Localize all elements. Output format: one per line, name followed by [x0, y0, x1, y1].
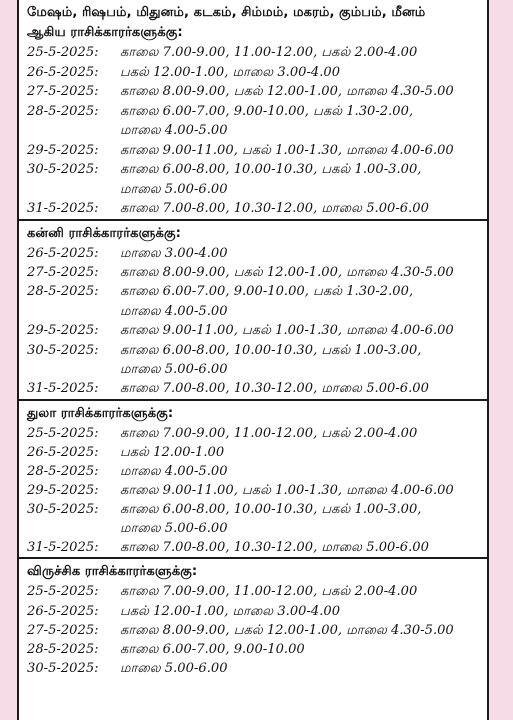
row-times: காலை 9.00-11.00, பகல் 1.00-1.30, மாலை 4.00-6.00 — [120, 142, 454, 158]
schedule-row — [19, 321, 487, 340]
section-title: ஆகிய ராசிக்காரர்களுக்கு: — [27, 25, 183, 40]
row-times: காலை 6.00-8.00, 10.00-10.30, பகல் 1.00-3.00, — [120, 162, 422, 177]
schedule-row — [19, 659, 487, 678]
row-times: காலை 6.00-7.00, 9.00-10.00, பகல் 1.30-2.00, — [120, 284, 414, 300]
sections-container — [19, 0, 487, 678]
row-date: 29-5-2025: — [27, 142, 99, 158]
row-date: 26-5-2025: — [27, 603, 99, 619]
schedule-row — [19, 621, 487, 640]
row-date: 26-5-2025: — [27, 64, 99, 80]
schedule-row — [19, 379, 487, 398]
row-times: மாலை 5.00-6.00 — [120, 361, 228, 377]
schedule-row — [19, 341, 487, 380]
section-title: விருச்சிக ராசிக்காரர்களுக்கு: — [27, 564, 198, 580]
schedule-row — [19, 102, 487, 141]
row-date: 26-5-2025: — [27, 444, 99, 460]
row-times: காலை 8.00-9.00, பகல் 12.00-1.00, மாலை 4.30-5.00 — [120, 264, 454, 280]
row-times: காலை 7.00-8.00, 10.30-12.00, மாலை 5.00-6.00 — [120, 201, 429, 216]
row-date: 26-5-2025: — [27, 245, 99, 261]
row-times: காலை 7.00-8.00, 10.30-12.00, மாலை 5.00-6.00 — [120, 540, 429, 556]
row-date: 30-5-2025: — [27, 660, 99, 676]
row-times: பகல் 12.00-1.00, மாலை 3.00-4.00 — [120, 64, 341, 80]
row-times: பகல் 12.00-1.00, மாலை 3.00-4.00 — [120, 603, 341, 619]
schedule-row — [19, 263, 487, 282]
row-times: காலை 6.00-7.00, 9.00-10.00, பகல் 1.30-2.00, — [120, 103, 414, 119]
schedule-row — [19, 424, 487, 443]
schedule-panel — [17, 0, 489, 720]
schedule-row — [19, 199, 487, 219]
row-date: 30-5-2025: — [27, 342, 99, 358]
row-date: 25-5-2025: — [27, 584, 99, 600]
schedule-row — [19, 481, 487, 500]
row-times: மாலை 4.00-5.00 — [120, 123, 228, 138]
rasi-section — [19, 221, 487, 401]
schedule-row — [19, 462, 487, 481]
section-title: கன்னி ராசிக்காரர்களுக்கு: — [27, 225, 181, 241]
row-date: 30-5-2025: — [27, 502, 99, 518]
row-times: காலை 6.00-8.00, 10.00-10.30, பகல் 1.00-3.00, — [120, 342, 422, 358]
row-times: காலை 8.00-9.00, பகல் 12.00-1.00, மாலை 4.30-5.00 — [120, 84, 454, 99]
schedule-row — [19, 582, 487, 601]
row-date: 25-5-2025: — [27, 45, 99, 60]
row-date: 27-5-2025: — [27, 84, 99, 99]
row-date: 30-5-2025: — [27, 162, 99, 177]
schedule-row — [19, 443, 487, 462]
row-date: 28-5-2025: — [27, 463, 99, 479]
row-date: 28-5-2025: — [27, 284, 99, 300]
schedule-row — [19, 82, 487, 102]
row-date: 29-5-2025: — [27, 323, 99, 339]
row-times: காலை 7.00-9.00, 11.00-12.00, பகல் 2.00-4.00 — [120, 45, 418, 60]
rasi-section — [19, 0, 487, 221]
row-times: மாலை 5.00-6.00 — [120, 660, 228, 676]
schedule-row — [19, 282, 487, 321]
row-date: 29-5-2025: — [27, 483, 99, 499]
schedule-row — [19, 640, 487, 659]
rasi-section — [19, 559, 487, 677]
row-times: மாலை 5.00-6.00 — [120, 181, 228, 197]
row-times: காலை 6.00-8.00, 10.00-10.30, பகல் 1.00-3.00, — [120, 502, 422, 518]
schedule-row — [19, 500, 487, 538]
row-times: காலை 7.00-9.00, 11.00-12.00, பகல் 2.00-4.00 — [120, 425, 418, 441]
row-times: பகல் 12.00-1.00 — [120, 444, 225, 460]
row-times: காலை 8.00-9.00, பகல் 12.00-1.00, மாலை 4.30-5.00 — [120, 622, 454, 638]
schedule-row — [19, 538, 487, 557]
schedule-row — [19, 63, 487, 83]
row-times: மாலை 4.00-5.00 — [120, 463, 228, 479]
row-times: மாலை 5.00-6.00 — [120, 521, 228, 537]
schedule-row — [19, 43, 487, 63]
row-date: 25-5-2025: — [27, 425, 99, 441]
row-times: மாலை 4.00-5.00 — [120, 303, 228, 319]
row-times: காலை 6.00-7.00, 9.00-10.00 — [120, 641, 305, 657]
row-times: காலை 7.00-9.00, 11.00-12.00, பகல் 2.00-4.00 — [120, 584, 418, 600]
section-title: மேஷம், ரிஷபம், மிதுனம், கடகம், சிம்மம், மகரம், கும்பம், மீனம் — [27, 5, 426, 20]
section-title: துலா ராசிக்காரர்களுக்கு: — [27, 405, 174, 421]
row-times: காலை 7.00-8.00, 10.30-12.00, மாலை 5.00-6.00 — [120, 381, 429, 397]
rasi-section — [19, 401, 487, 560]
row-date: 27-5-2025: — [27, 622, 99, 638]
schedule-row — [19, 602, 487, 621]
schedule-row — [19, 141, 487, 161]
row-date: 31-5-2025: — [27, 540, 99, 556]
row-date: 31-5-2025: — [27, 381, 99, 397]
row-times: காலை 9.00-11.00, பகல் 1.00-1.30, மாலை 4.00-6.00 — [120, 323, 454, 339]
schedule-row — [19, 160, 487, 199]
schedule-row — [19, 244, 487, 263]
row-date: 27-5-2025: — [27, 264, 99, 280]
row-date: 28-5-2025: — [27, 641, 99, 657]
row-date: 28-5-2025: — [27, 103, 99, 119]
row-date: 31-5-2025: — [27, 201, 99, 216]
row-times: காலை 9.00-11.00, பகல் 1.00-1.30, மாலை 4.00-6.00 — [120, 483, 454, 499]
row-times: மாலை 3.00-4.00 — [120, 245, 228, 261]
